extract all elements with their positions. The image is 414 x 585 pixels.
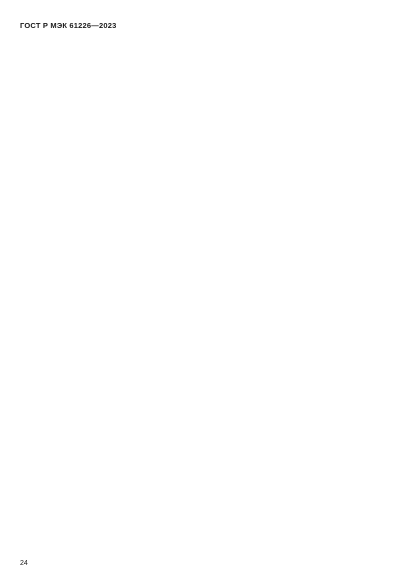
running-header: ГОСТ Р МЭК 61226—2023 [20,21,117,30]
page-number: 24 [20,560,28,567]
body-text [20,38,395,39]
